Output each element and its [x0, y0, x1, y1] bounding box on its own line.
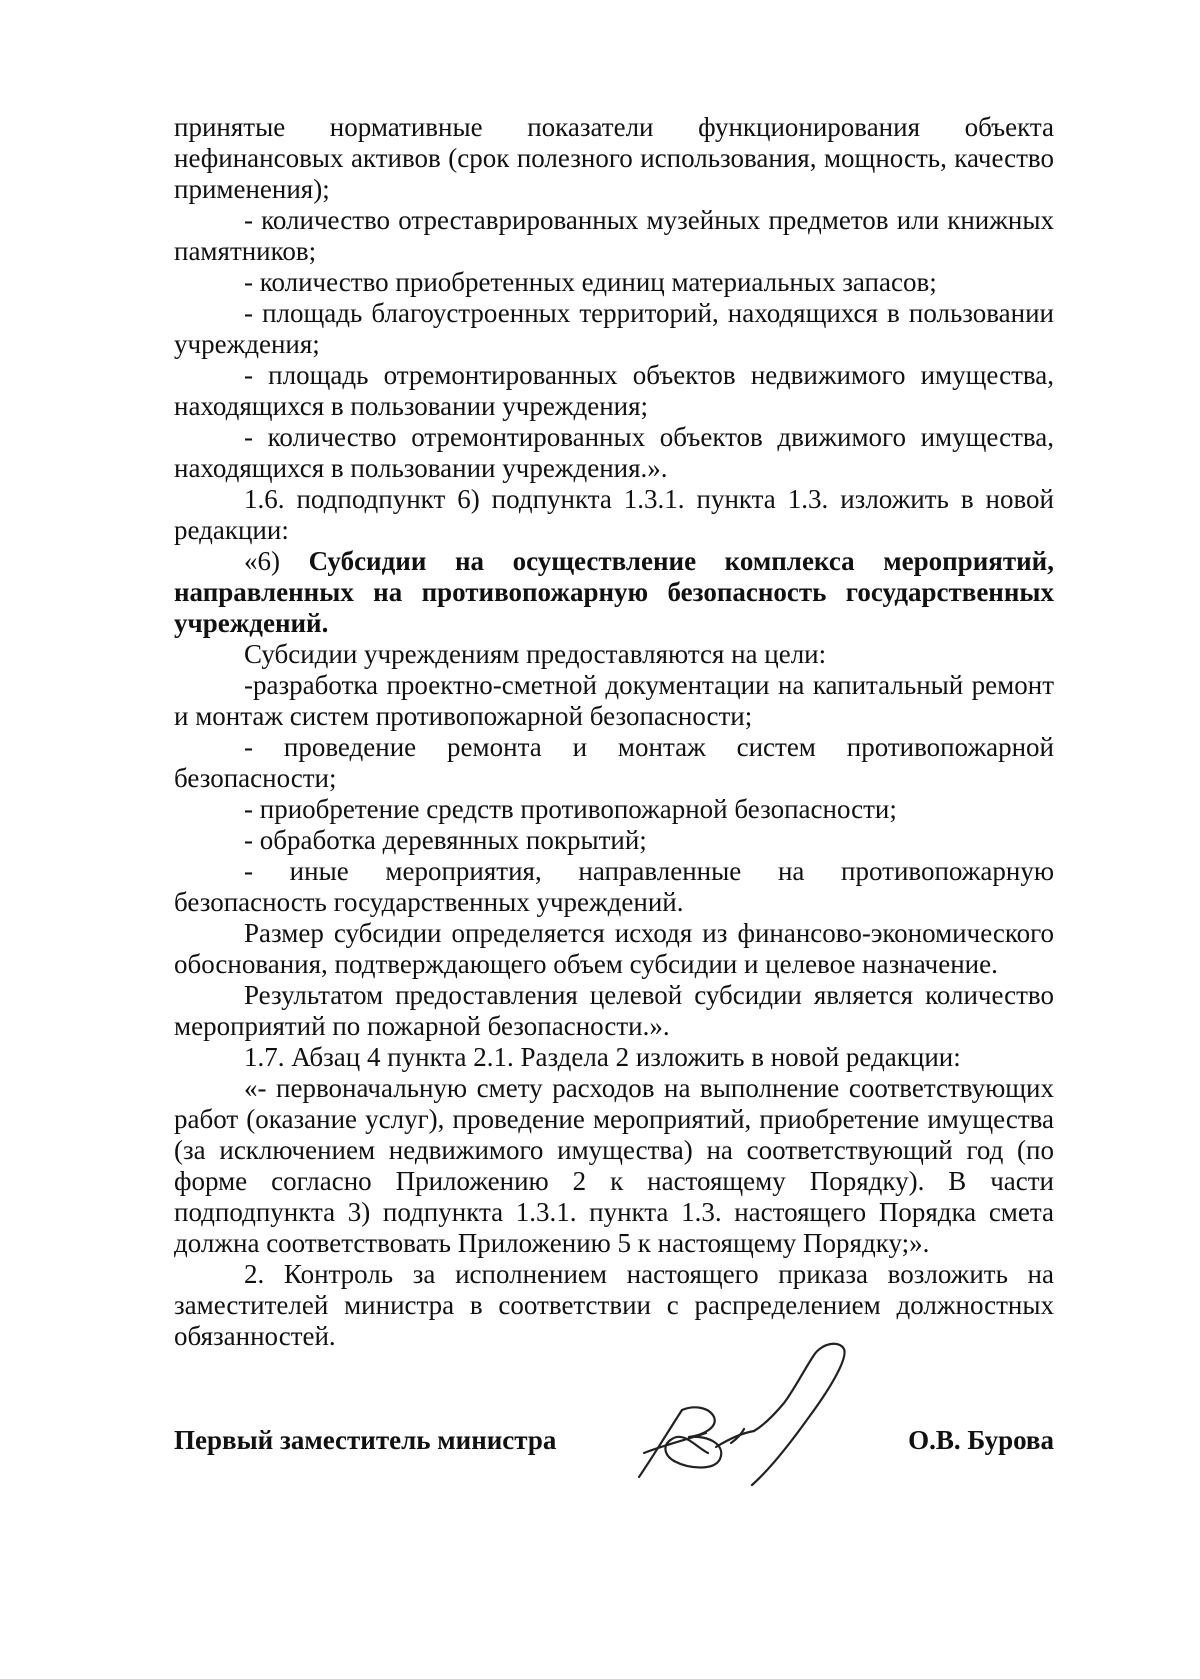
paragraph: Результатом предоставления целевой субсидии является количество мероприятий по пожарной безопасности.». [174, 980, 1054, 1041]
paragraph: - иные мероприятия, направленные на противопожарную безопасность государственных учреждений. [174, 856, 1054, 917]
signature-stroke [665, 1437, 708, 1461]
signature-block [174, 1425, 1054, 1461]
paragraph: принятые нормативные показатели функционирования объекта нефинансовых активов (срок полезного использования, мощность, качество применения); [174, 112, 1054, 204]
paragraph: - обработка деревянных покрытий; [244, 825, 647, 855]
paragraph: -разработка проектно-сметной документации на капитальный ремонт и монтаж систем противопожарной безопасности; [174, 670, 1054, 731]
handwritten-signature [634, 1335, 859, 1505]
signature-stroke [644, 1433, 706, 1453]
document-body [174, 112, 1054, 1352]
paragraph-prefix: «6) [244, 546, 309, 576]
paragraph: - количество отреставрированных музейных предметов или книжных памятников; [174, 205, 1054, 266]
paragraph: - количество приобретенных единиц материальных запасов; [244, 267, 937, 297]
paragraph: - количество отремонтированных объектов движимого имущества, находящихся в пользовании учреждения.». [174, 422, 1054, 483]
signatory-title: Первый заместитель министра [174, 1425, 557, 1455]
paragraph: - площадь благоустроенных территорий, находящихся в пользовании учреждения; [174, 298, 1054, 359]
paragraph-bold-heading [174, 546, 1054, 639]
paragraph: «- первоначальную смету расходов на выполнение соответствующих работ (оказание услуг), проведение мероприятий, приобретение имущества (за исключением недвижимого имущества) на соответствующий год (по форме согласно Приложению 2 к настоящему Порядку). В части подподпункта 3) подпункта 1.3.1. пункта 1.3. настоящего Порядка смета должна соответствовать Приложению 5 к настоящему Порядку;». [174, 1073, 1054, 1258]
paragraph: - приобретение средств противопожарной безопасности; [244, 794, 897, 824]
signatory-name: О.В. Бурова [908, 1425, 1054, 1455]
paragraph: 1.6. подподпункт 6) подпункта 1.3.1. пункта 1.3. изложить в новой редакции: [174, 484, 1054, 545]
paragraph: Размер субсидии определяется исходя из финансово-экономического обоснования, подтверждающего объем субсидии и целевое назначение. [174, 918, 1054, 979]
paragraph: 1.7. Абзац 4 пункта 2.1. Раздела 2 изложить в новой редакции: [244, 1042, 961, 1072]
paragraph: - проведение ремонта и монтаж систем противопожарной безопасности; [174, 732, 1054, 793]
paragraph: - площадь отремонтированных объектов недвижимого имущества, находящихся в пользовании учреждения; [174, 360, 1054, 421]
signature-stroke [752, 1344, 845, 1485]
paragraph: Субсидии учреждениям предоставляются на цели: [244, 639, 827, 669]
paragraph-bold-text: Субсидии на осуществление комплекса мероприятий, направленных на противопожарную безопасность государственных учреждений. [174, 546, 1054, 638]
paragraph: 2. Контроль за исполнением настоящего приказа возложить на заместителей министра в соответствии с распределением должностных обязанностей. [174, 1259, 1054, 1351]
